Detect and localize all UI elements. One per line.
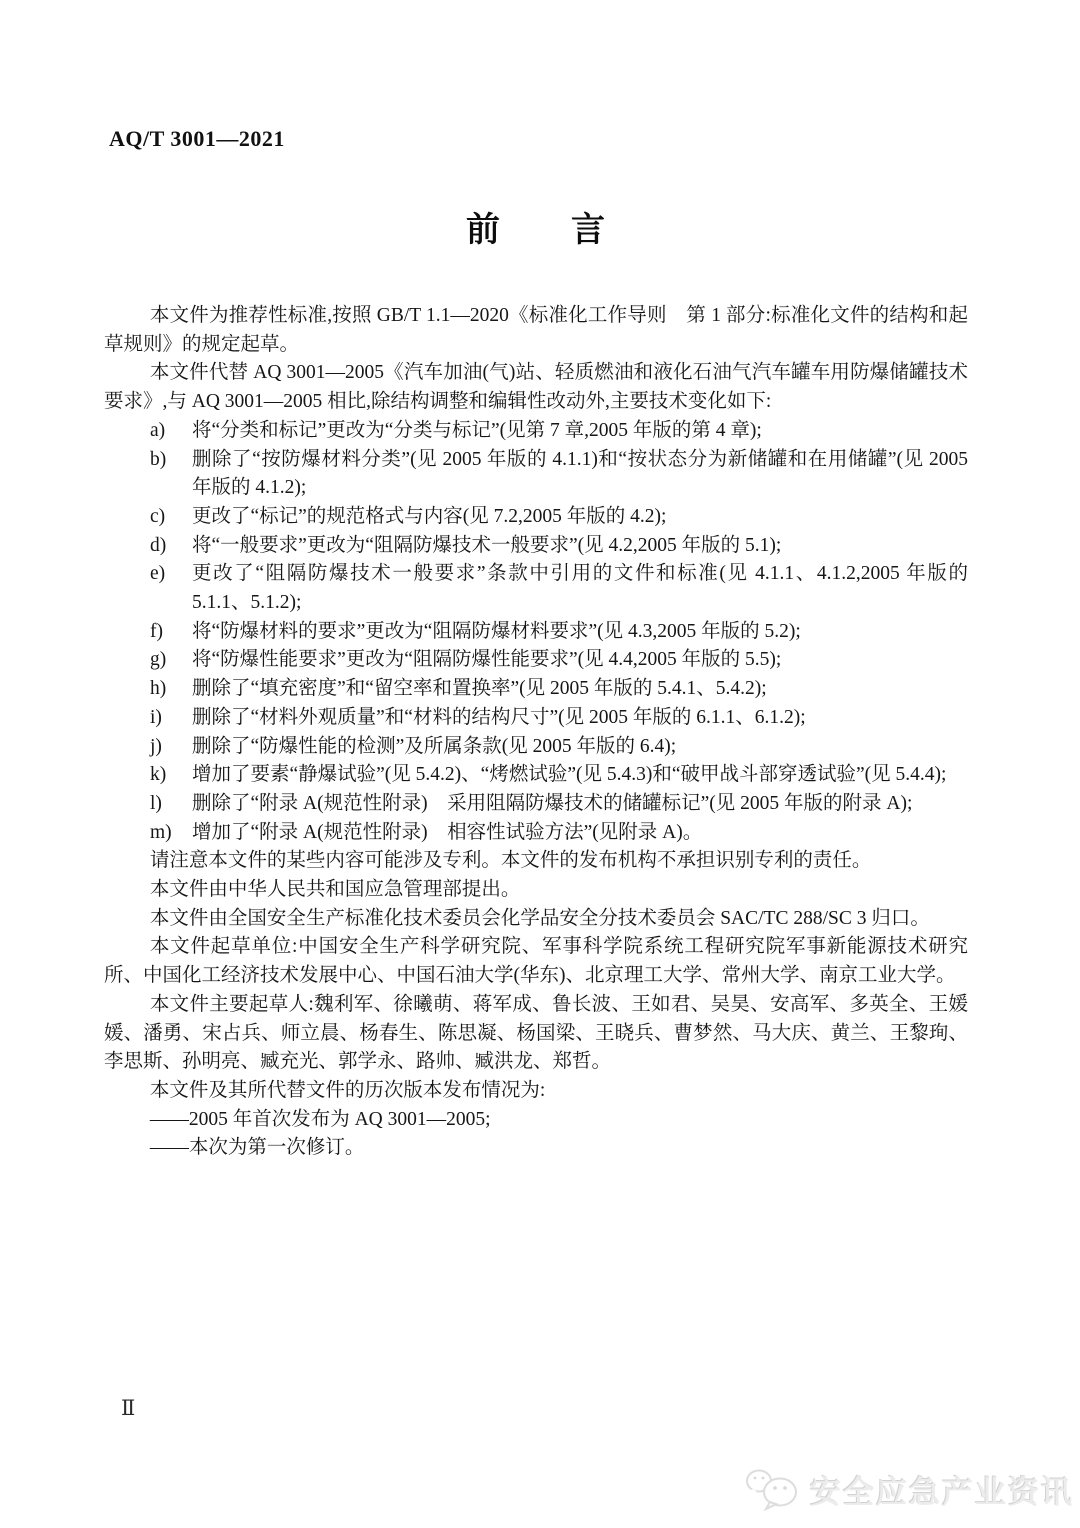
- change-item-label: h): [150, 678, 167, 700]
- change-item-text: 删除了“按防爆材料分类”(见 2005 年版的 4.1.1)和“按状态分为新储罐和在用储罐”(见 2005 年版的 4.1.2);: [192, 448, 968, 499]
- change-item-text: 增加了要素“静爆试验”(见 5.4.2)、“烤燃试验”(见 5.4.3)和“破甲战斗部穿透试验”(见 5.4.4);: [192, 764, 947, 786]
- change-item-label: a): [150, 419, 166, 441]
- change-item-g: [104, 646, 968, 675]
- paragraph-replacement: 本文件代替 AQ 3001—2005《汽车加油(气)站、轻质燃油和液化石油气汽车罐车用防爆储罐技术要求》,与 AQ 3001—2005 相比,除结构调整和编辑性改动外,主要技术变化如下:: [104, 362, 968, 413]
- change-item-l: [104, 790, 968, 819]
- change-item-text: 将“防爆性能要求”更改为“阻隔防爆性能要求”(见 4.4,2005 年版的 5.5);: [192, 649, 782, 671]
- change-item-text: 删除了“防爆性能的检测”及所属条款(见 2005 年版的 6.4);: [192, 735, 677, 757]
- paragraph-centralized-by: 本文件由全国安全生产标准化技术委员会化学品安全分技术委员会 SAC/TC 288/SC 3 归口。: [149, 907, 930, 929]
- change-item-i: [104, 704, 968, 733]
- paragraph-history-intro: 本文件及其所代替文件的历次版本发布情况为:: [149, 1079, 546, 1101]
- watermark-label: 安全应急产业资讯: [810, 1474, 1074, 1510]
- change-item-text: 更改了“阻隔防爆技术一般要求”条款中引用的文件和标准(见 4.1.1、4.1.2,2005 年版的 5.1.1、5.1.2);: [192, 563, 968, 614]
- change-item-label: l): [150, 792, 162, 814]
- change-item-label: k): [150, 764, 167, 786]
- change-item-j: [104, 733, 968, 762]
- change-list: [104, 417, 968, 848]
- foreword-content: [104, 208, 968, 1163]
- page-number: Ⅱ: [121, 1396, 136, 1420]
- change-item-text: 删除了“填充密度”和“留空率和置换率”(见 2005 年版的 5.4.1、5.4.2);: [192, 678, 767, 700]
- change-item-text: 更改了“标记”的规范格式与内容(见 7.2,2005 年版的 4.2);: [192, 505, 667, 527]
- change-item-h: [104, 675, 968, 704]
- paragraph-proposed-by: 本文件由中华人民共和国应急管理部提出。: [149, 879, 521, 901]
- change-item-label: e): [150, 563, 166, 585]
- change-item-text: 将“一般要求”更改为“阻隔防爆技术一般要求”(见 4.2,2005 年版的 5.1);: [192, 534, 782, 556]
- wechat-icon: [744, 1466, 802, 1512]
- paragraph-drafting-basis: 本文件为推荐性标准,按照 GB/T 1.1—2020《标准化工作导则 第 1 部分:标准化文件的结构和起草规则》的规定起草。: [104, 305, 968, 355]
- change-item-b: [104, 446, 968, 503]
- change-item-text: 删除了“附录 A(规范性附录) 采用阻隔防爆技术的储罐标记”(见 2005 年版的附录 A);: [192, 792, 913, 814]
- change-item-text: 增加了“附录 A(规范性附录) 相容性试验方法”(见附录 A)。: [192, 821, 703, 843]
- change-item-d: [104, 532, 968, 561]
- change-item-a: [104, 417, 968, 446]
- history-item-revision: ——本次为第一次修订。: [149, 1137, 365, 1159]
- change-item-text: 将“分类和标记”更改为“分类与标记”(见第 7 章,2005 年版的第 4 章);: [192, 419, 762, 441]
- change-item-label: f): [150, 620, 163, 642]
- change-item-m: [104, 819, 968, 848]
- change-item-text: 将“防爆材料的要求”更改为“阻隔防爆材料要求”(见 4.3,2005 年版的 5.2);: [192, 620, 801, 642]
- change-item-label: b): [150, 448, 167, 470]
- page-title: 前 言: [466, 211, 606, 249]
- change-item-label: m): [150, 821, 172, 843]
- paragraph-drafters: 本文件主要起草人:魏利军、徐曦萌、蒋军成、鲁长波、王如君、吴昊、安高军、多英全、王媛媛、潘勇、宋占兵、师立晨、杨春生、陈思凝、杨国梁、王晓兵、曹梦然、马大庆、黄兰、王黎珣、李思斯、孙明亮、臧充光、郭学永、路帅、臧洪龙、郑哲。: [104, 993, 968, 1073]
- change-item-label: j): [150, 735, 162, 757]
- change-item-k: [104, 761, 968, 790]
- change-item-label: c): [150, 505, 166, 527]
- change-item-f: [104, 618, 968, 647]
- change-item-label: g): [150, 649, 167, 671]
- paragraph-drafting-organizations: 本文件起草单位:中国安全生产科学研究院、军事科学院系统工程研究院军事新能源技术研究所、中国化工经济技术发展中心、中国石油大学(华东)、北京理工大学、常州大学、南京工业大学。: [104, 936, 968, 987]
- paragraph-patent-notice: 请注意本文件的某些内容可能涉及专利。本文件的发布机构不承担识别专利的责任。: [149, 850, 872, 872]
- change-item-text: 删除了“材料外观质量”和“材料的结构尺寸”(见 2005 年版的 6.1.1、6.1.2);: [192, 706, 806, 728]
- change-item-label: i): [150, 706, 162, 728]
- change-item-c: [104, 503, 968, 532]
- change-item-e: [104, 560, 968, 617]
- doc-number: AQ/T 3001—2021: [109, 126, 285, 151]
- watermark: [744, 1466, 1074, 1512]
- change-item-label: d): [150, 534, 167, 556]
- history-item-first-publication: ——2005 年首次发布为 AQ 3001—2005;: [149, 1108, 491, 1130]
